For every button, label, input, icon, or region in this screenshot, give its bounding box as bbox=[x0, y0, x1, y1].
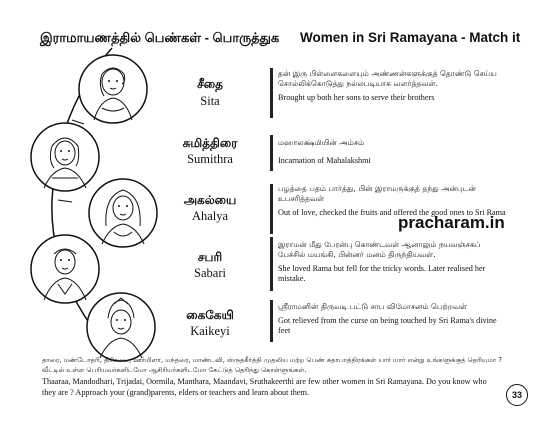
name-english: Kaikeyi bbox=[190, 324, 230, 338]
description-tamil: இராமன் மீது பேரன்பு கொண்டவள் ஆனாலும் நயவஞ்சகப் பேச்சில் மயங்கி, பின்னர் மனம் திருந்தியவள். bbox=[278, 240, 481, 259]
name-tamil: சீதை bbox=[197, 77, 223, 91]
woman-portrait-icon bbox=[84, 290, 158, 364]
watermark: pracharam.in bbox=[398, 213, 505, 232]
description-tamil: ஸ்ரீராமனின் திருவடி பட்டு சாப விமோசனம் பெற்றவள் bbox=[278, 302, 468, 311]
page-number: 33 bbox=[506, 384, 528, 406]
divider-bar bbox=[270, 135, 273, 171]
name-english: Ahalya bbox=[191, 209, 229, 223]
description-english: Incarnation of Mahalakshmi bbox=[278, 156, 371, 165]
name-english: Sita bbox=[200, 94, 220, 108]
description-block bbox=[278, 302, 510, 336]
description-english: Out of love, checked the fruits and offered the good ones to Sri Rama bbox=[278, 208, 506, 217]
name-tamil: கைகேயி bbox=[186, 308, 234, 322]
name-tamil: அகல்யை bbox=[183, 193, 237, 207]
description-tamil: தன் இரு பிள்ளைகளையும் அண்ணன்களுக்குத் தொண்டு செய்ய சொல்லிக்கொடுத்து நல்லபடியாக வளர்த்தவள். bbox=[278, 69, 497, 88]
name-tamil: சபரி bbox=[197, 250, 223, 264]
header-title-tamil: இராமாயணத்தில் பெண்கள் - பொருத்துக bbox=[40, 30, 280, 45]
description-english: She loved Rama but fell for the tricky words. Later realised her mistake. bbox=[278, 264, 486, 283]
divider-bar bbox=[270, 68, 273, 118]
name-tamil: சுமித்திரை bbox=[182, 136, 238, 150]
footer-tamil: தாரை, மண்டோதரி, திரிசடை, ஊர்மிளா, மந்தரை, மாண்டவி, ஸ்ருதகீர்த்தி முதலிய மற்ற பெண் கதாபாத்திரங்கள் யார் யார் என்று உங்களுக்குத் தெரியுமா ? வீட்டில் உள்ள பெரியவர்களிடமோ ஆசிரியர்களிடமோ கேட்டுத் தெரிந்து கொள்ளுங்கள். bbox=[42, 356, 502, 374]
header-title-english: Women in Sri Ramayana - Match it bbox=[300, 30, 521, 45]
description-english: Brought up both her sons to serve their brothers bbox=[278, 93, 435, 102]
divider-bar bbox=[270, 237, 273, 291]
name-english: Sabari bbox=[194, 266, 226, 280]
description-tamil: பழத்தை பதம் பார்த்து, பின் இராமருக்குத் தந்து அன்புடன் உபசரித்தவள் bbox=[278, 184, 477, 203]
description-block bbox=[278, 138, 510, 166]
description-english: Got relieved from the curse on being touched by Sri Rama's divine feet bbox=[278, 316, 497, 335]
description-block bbox=[278, 240, 510, 284]
divider-bar bbox=[270, 300, 273, 342]
woman-portrait-icon bbox=[76, 52, 150, 126]
footer-english: Thaaraa, Mandodhari, Trijadai, Oormila, Manthara, Maandavi, Sruthakeerthi are few other women in Sri Ramayana. Do you know who they are ? Approach your (grand)parents, elders or teachers and learn about them. bbox=[42, 377, 487, 397]
divider-bar bbox=[270, 184, 273, 234]
description-tamil: மஹாலக்ஷ்மியின் அம்சம் bbox=[278, 138, 365, 147]
name-english: Sumithra bbox=[187, 152, 233, 166]
description-block bbox=[278, 69, 510, 103]
